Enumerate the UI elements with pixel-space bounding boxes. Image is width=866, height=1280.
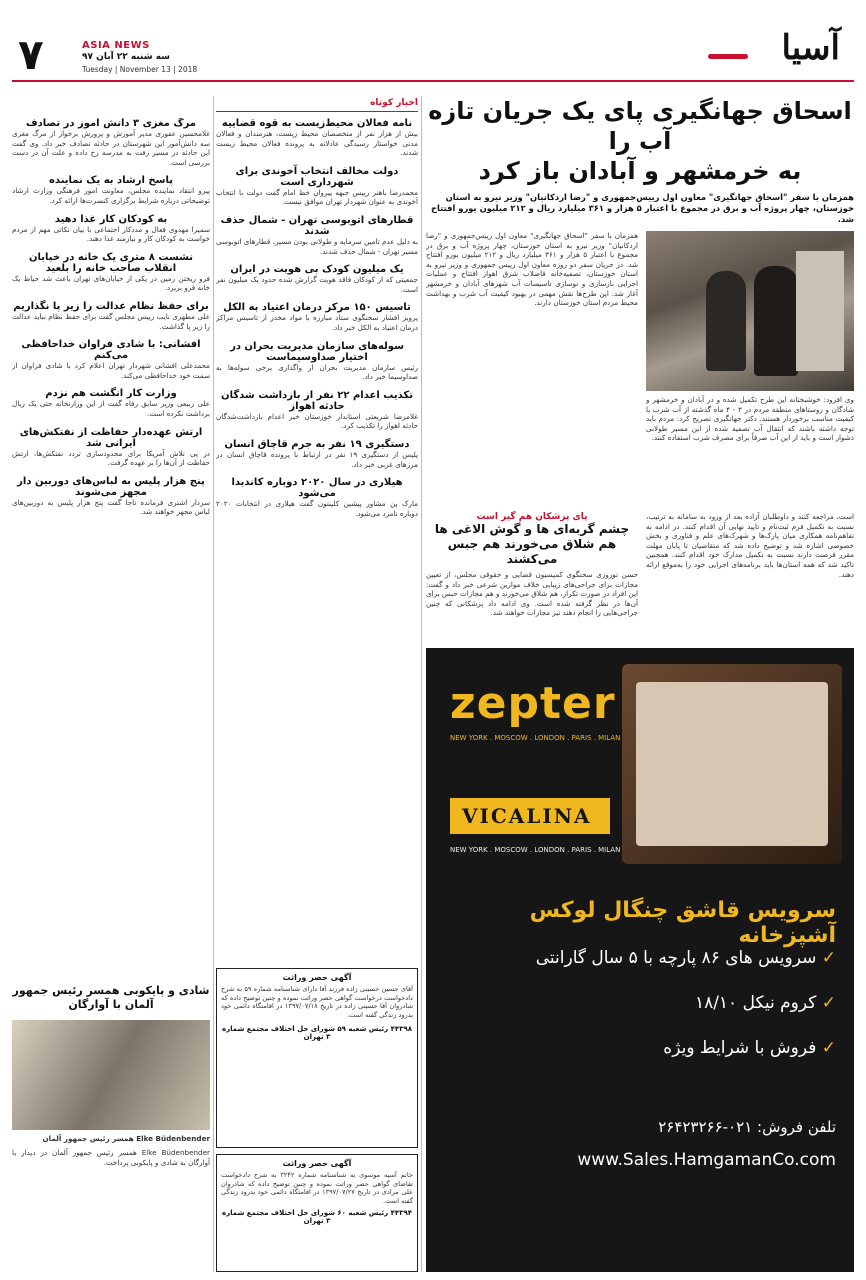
news-item: قطارهای اتوبوسی تهران - شمال حذف شدند به دلیل عدم تامین سرمایه و طولانی بودن مسیر، قطارهای اتوبوسی مسیر تهران - شمال حذف شدند. xyxy=(216,214,418,256)
news-item: پنج هزار پلیس به لباس‌های دوربین دار مجهز می‌شوند سردار اشتری فرمانده ناجا گفت پنج هزار پلیس به دوربین‌های لباس مجهز خواهند شد. xyxy=(12,475,210,517)
mid-body2: حسن نوروزی سخنگوی کمیسیون قضایی و حقوقی مجلس، از تعیین مجازات برای جراحی‌های زیبایی خلاف موازین شرعی خبر داد و گفت: این افراد در صورت تکرار، هم شلاق می‌خورند و هم مجازات حبس برای آن‌ها در نظر گرفته شده است. وی ادامه داد پزشکانی که چنین جراحی‌هایی را انجام دهند نیز مجازات خواهند شد. xyxy=(426,570,638,618)
header-rule xyxy=(12,80,854,82)
news-item: به کودکان کار غذا دهید سمیرا مهدوی فعال و مددکار اجتماعی با بیان نکاتی مهم از مردم خواست به کودکان کار و نیازمند غذا دهند. xyxy=(12,213,210,244)
mid-title: چشم گربه‌ای ها و گوش الاغی ها هم شلاق می‌خورند هم جبس می‌کشند xyxy=(434,522,630,566)
mid-article xyxy=(426,512,854,647)
mid-body: است، مراجعه کنند و داوطلبان آزاده بعد از ورود به سامانه به ترتیب، نسبت به تکمیل فرم ثبت‌نام و تایید نهایی آن اقدام کنند. در ادامه به تفاهم‌نامه همکاری میان پارک‌ها و شهرک‌های علم و فناوری و بخش خصوصی اشاره شد و توضیح داده شد که متقاضیان تا پایان مهلت مقرر فرصت دارند نسبت به تکمیل مدارک خود اقدام کنند. همچنین تاکید شد که همه استان‌ها باید برنامه‌های اجرایی خود را به‌موقع ارائه دهند. xyxy=(646,512,854,579)
ad-phone[interactable]: تلفن فروش: ۰۲۱-۲۶۴۲۳۲۶۶ xyxy=(658,1118,836,1136)
news-item: دولت مخالف انتخاب آخوندی برای شهرداری است محمدرضا باهنر رییس جبهه پیروان خط امام گفت دولت با انتخاب آخوندی به عنوان شهردار تهران موافق نیست. xyxy=(216,165,418,207)
news-item: دستگیری ۱۹ نفر به جرم قاچاق انسان پلیس از دستگیری ۱۹ نفر در ارتباط با پرونده قاچاق انسان در مرزهای غربی خبر داد. xyxy=(216,438,418,469)
lead-title-1: اسحاق جهانگیری پای یک جریان تازه آب را xyxy=(428,97,852,155)
ad-website[interactable]: www.Sales.HamgamanCo.com xyxy=(577,1150,836,1170)
news-item: یک میلیون کودک بی هویت در ایران جمعیتی که از کودکان فاقد هویت گزارش شده حدود یک میلیون نفر است. xyxy=(216,264,418,294)
news-item: مرگ مغزی ۳ دانش آموز در تصادف غلامحسین عفوری مدیر آموزش و پرورش برخوار از مرگ مغزی سه دانش‌آموز این شهرستان در حادثه تصادف خبر داد. وی گفت این حادثه در مسیر رفت به مدرسه رخ داده و علت آن در دست بررسی است. xyxy=(12,118,210,167)
logo-swoosh-icon xyxy=(708,54,748,59)
lead-photo-caption: وی افزود: خوشبختانه این طرح تکمیل شده و در آبادان و خرمشهر و شادگان و روستاهای منطقه مردم در ۳ - ۴ ماه گذشته از آب شرب با کیفیت مناسب برخوردار هستند. دکتر جهانگیری تصریح کرد: مردم باید توجه داشته باشند که انتقال آب تصفیه شده از این مسیر طولانی دشوار است و باید از این آب صرفاً برای مصرف شرب استفاده کنند. xyxy=(646,395,854,443)
news-item: هیلاری در سال ۲۰۲۰ دوباره کاندیدا می‌شود مارک پن مشاور پیشین کلینتون گفت هیلاری در انتخابات ۲۰۲۰ دوباره نامزد می‌شود. xyxy=(216,477,418,518)
news-item: ارتش عهده‌دار حفاظت از نفتکش‌های ایرانی شد در پی تلاش آمریکا برای محدودسازی تردد نفتکش‌ها، ارتش حفاظت از آن‌ها را بر عهده گرفت. xyxy=(12,426,210,468)
col-divider xyxy=(213,96,214,1272)
photo-story-caption: Elke Büdenbender همسر رئیس جمهور آلمان xyxy=(42,1134,210,1143)
check-icon: ✓ xyxy=(821,948,836,968)
notice-2: آگهی حصر وراثت خانم آسیه موسوی به شناسنامه شماره ۳۲۴۲ به شرح دادخواست تقاضای گواهی حصر وراثت نموده و چنین توضیح داده که شادروان علی مرادی در تاریخ ۱۳۹۷/۰۷/۲۷ در اقامتگاه دائمی خود بدرود زندگی گفته است. ۴۴۳۹۴ رئیس شعبه ۶۰ شورای حل اختلاف مجتمع شماره ۳ تهران xyxy=(216,1154,418,1272)
check-icon: ✓ xyxy=(821,1038,836,1058)
notice-1: آگهی حصر وراثت آقای حسین حسینی زاده فرزند آقا دارای شناسنامه شماره ۵۹ به شرح دادخواست درخواست گواهی حصر وراثت نموده و چنین توضیح داده که شادروان آقا حسینی زاده در تاریخ ۱۳۹۷/۰۷/۱۸ در اقامتگاه دائمی خود بدرود زندگی گفته است. ۴۴۳۹۸ رئیس شعبه ۵۹ شورای حل اختلاف مجتمع شماره ۳ تهران xyxy=(216,968,418,1148)
vicalina-name: VICALINA xyxy=(462,804,592,828)
ad-bullet-1: ✓ سرویس های ۸۶ پارچه با ۵ سال گارانتی xyxy=(535,948,836,968)
news-item: پاسخ ارشاد به یک نماینده پیرو انتقاد نماینده مجلس، معاونت امور فرهنگی وزارت ارشاد توضیحاتی درباره شرایط برگزاری کنسرت‌ها ارائه کرد. xyxy=(12,175,210,205)
check-icon: ✓ xyxy=(821,993,836,1013)
news-item: برای حفظ نظام عدالت را زیر پا نگذاریم علی مطهری نایب رییس مجلس گفت برای حفظ نظام نباید عدالت را زیر پا گذاشت. xyxy=(12,300,210,331)
lead-article xyxy=(426,96,854,504)
news-col-right xyxy=(216,118,418,898)
zepter-ad[interactable] xyxy=(426,648,854,1272)
news-item: افشانی: با شادی فراوان خداحافظی می‌کنم محمدعلی افشانی شهردار تهران اعلام کرد با شادی فراوان از سمت خود خداحافظی می‌کند. xyxy=(12,339,210,380)
lead-intro: همزمان با سفر "اسحاق جهانگیری" معاون اول رییس‌جمهوری و "رضا اردکانیان" وزیر نیرو به استان خوزستان، چهار پروژه آب و برق در مجموع با اعتبار ۵ هزار و ۳۶۱ میلیارد ریال و ۲۱۲ میلیون یورو افتتاح شد. xyxy=(430,192,854,224)
lead-title-2: به خرمشهر و آبادان باز کرد xyxy=(478,157,802,185)
masthead xyxy=(0,0,866,82)
ad-bullet-2: ✓ کروم نیکل ۱۸/۱۰ xyxy=(694,993,836,1013)
ad-bullet-3: ✓ فروش با شرایط ویژه xyxy=(663,1038,836,1058)
photo-story-image xyxy=(12,1020,210,1130)
lead-body: همزمان با سفر "اسحاق جهانگیری" معاون اول رییس‌جمهوری و "رضا اردکانیان" وزیر نیرو به استان خوزستان، چهار پروژه آب و برق در مجموع با اعتبار ۵ هزار و ۳۶۱ میلیارد ریال و ۲۱۲ میلیون یورو افتتاح شد. در جریان سفر دو روزه معاون اول رییس جمهوری و وزیر نیرو به استان خوزستان، تصفیه‌خانه فاضلاب شرق اهواز افتتاح و عملیات اجرایی بازسازی و نوسازی تاسیسات آب شهرهای آبادان و خرمشهر آغاز شد. این طرح‌ها نقش مهمی در بهبود کیفیت آب شرب و بهداشت محیط مردم استان خوزستان دارند. xyxy=(426,231,638,308)
section-name: ASIA NEWS xyxy=(82,40,150,51)
vicalina-cities: NEW YORK . MOSCOW . LONDON . PARIS . MILAN xyxy=(450,846,621,854)
section-label: اخبار کوتاه xyxy=(370,98,418,108)
cutlery-case-photo xyxy=(622,664,842,864)
mid-subhead: پای پزشکان هم گیر است xyxy=(476,512,588,522)
photo-story-body: Elke Büdenbender همسر رئیس جمهور آلمان در دیدار با آوارگان به شادی و پایکوبی پرداخت. xyxy=(12,1148,210,1167)
date-en: Tuesday | November 13 | 2018 xyxy=(82,65,198,74)
news-col-left xyxy=(12,118,210,978)
photo-story-title: شادی و پایکوبی همسر رئیس جمهور آلمان با آوارگان xyxy=(12,984,210,1011)
news-item: نشست ۸ متری یک خانه در خیابان انقلاب صاحب خانه را بلعید فرو ریختن زمین در یکی از خیابان‌های تهران باعث شد حیاط یک خانه فرو بریزد. xyxy=(12,251,210,293)
news-item: تاسیس ۱۵۰ مرکز درمان اعتیاد به الکل پرویز افشار سخنگوی ستاد مبارزه با مواد مخدر از تاسیس مراکز درمان اعتیاد به الکل خبر داد. xyxy=(216,302,418,332)
date-fa: سه شنبه ۲۲ آبان ۹۷ xyxy=(82,52,171,62)
photo-story xyxy=(12,984,210,1272)
lead-photo xyxy=(646,231,854,391)
news-item: تکذیب اعدام ۲۲ نفر از بازداشت شدگان حادثه اهواز غلامرضا شریعتی استاندار خوزستان خبر اعدام بازداشت‌شدگان حادثه اهواز را تکذیب کرد. xyxy=(216,389,418,431)
news-item: نامه فعالان محیط‌زیست به قوه قضاییه بیش از هزار نفر از متخصصان محیط زیست، هنرمندان و فعالان مدنی خواستار رسیدگی عادلانه به پرونده فعالان محیط زیست شدند. xyxy=(216,118,418,158)
vicalina-logo xyxy=(450,798,610,834)
ad-headline: سرویس قاشق چنگال لوکس آشپزخانه xyxy=(529,898,836,948)
col-divider xyxy=(421,96,422,1272)
logo-text: آسیا xyxy=(781,28,840,68)
page-number: ۷ xyxy=(18,30,44,79)
header-logo xyxy=(700,28,840,70)
news-item: وزارت کار انگشت هم نزدم علی ربیعی وزیر سابق رفاه گفت از این وزارتخانه حتی یک ریال برداشت نکرده است. xyxy=(12,388,210,418)
news-section-label xyxy=(216,98,418,112)
news-item: سوله‌های سازمان مدیریت بحران در اختیار صداوسیماست رئیس سازمان مدیریت بحران از واگذاری برخی سوله‌ها به صداوسیما خبر داد. xyxy=(216,340,418,382)
zepter-cities: NEW YORK . MOSCOW . LONDON . PARIS . MILAN xyxy=(450,734,621,742)
zepter-logo: zepter xyxy=(450,678,616,729)
